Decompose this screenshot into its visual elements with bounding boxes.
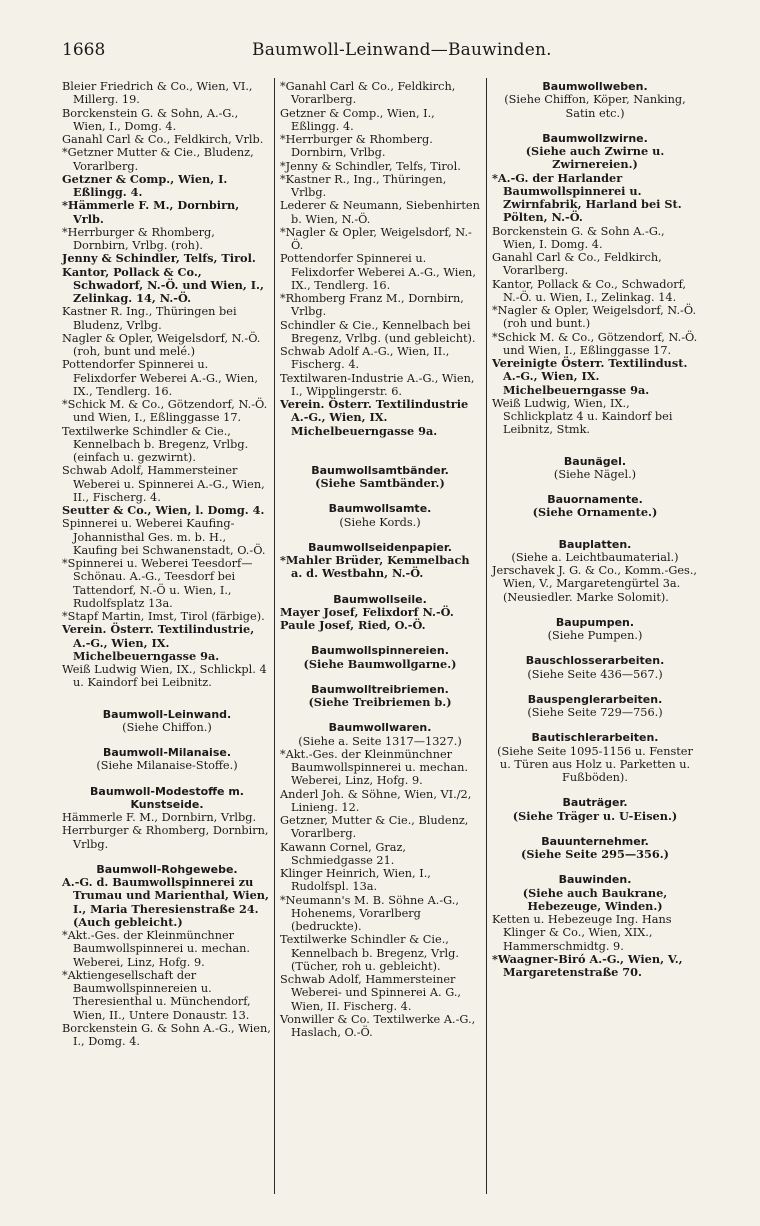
see-also: (Siehe Chiffon.) — [122, 720, 212, 734]
list-item: *Hämmerle F. M., Dornbirn, Vrlb. — [62, 198, 240, 226]
page-header — [62, 40, 702, 66]
list-item: Schwab Adolf A.-G., Wien, II., Fischerg. 4. — [280, 345, 450, 372]
list-item: *Aktiengesellschaft der Baumwollspinnereien u. Theresienthal u. Münchendorf, Wien, II., Untere Donaustr. 13. — [62, 968, 251, 1022]
list-item: Getzner & Comp., Wien, I., Eßlingg. 4. — [280, 106, 435, 133]
see-also: (Siehe Milanaise-Stoffe.) — [96, 759, 238, 773]
page-number: 1668 — [62, 40, 106, 60]
section-heading: Baumwollweben. — [542, 80, 648, 93]
list-item: *Herrburger & Rhomberg. Dornbirn, Vrlbg. — [280, 133, 433, 160]
section-heading: Bauschlosserarbeiten. — [525, 654, 665, 668]
section-heading: Baumwollsamtbänder. — [311, 463, 449, 477]
list-item: *Kastner R., Ing., Thüringen, Vrlbg. — [280, 172, 447, 199]
column-2 — [280, 80, 480, 1039]
list-item: Textilwerke Schindler & Cie., Kennelbach b. Bregenz, Vrlg. (Tücher, roh u. gebleicht). — [280, 933, 459, 973]
see-also: (Siehe Nägel.) — [553, 467, 637, 481]
see-also: (Siehe Seite 295—356.) — [520, 847, 670, 861]
list-item: *Waagner-Biró A.-G., Wien, V., Margaretenstraße 70. — [492, 951, 683, 979]
list-item: Weiß Ludwig Wien, IX., Schlickpl. 4 u. Kaindorf bei Leibnitz. — [62, 663, 267, 690]
section-heading: Bauunternehmer. — [541, 834, 649, 848]
list-item: *A.-G. der Harlander Baumwollspinnerei u. Zwirnfabrik, Harland bei St. Pölten, N.-Ö. — [492, 170, 682, 225]
list-item: Paule Josef, Ried, O.-Ö. — [280, 618, 426, 632]
list-item: Schindler & Cie., Kennelbach bei Bregenz, Vrlbg. (und gebleicht). — [280, 318, 476, 345]
list-item: Borckenstein G. & Sohn A.-G., Wien, I., Domg. 4. — [62, 1021, 271, 1048]
list-item: Verein. Österr. Textilindustrie, A.-G., Wien, IX. Michelbeuerngasse 9a. — [62, 622, 255, 663]
list-item: Pottendorfer Spinnerei u. Felixdorfer Weberei A.-G., Wien, IX., Tendlerg. 16. — [62, 358, 258, 398]
list-item: Vereinigte Österr. Textilindust. A.-G., Wien, IX. Michelbeuerngasse 9a. — [492, 356, 688, 397]
see-also: (Siehe Seite 729—756.) — [527, 706, 663, 719]
see-also: (Siehe Pumpen.) — [547, 629, 643, 642]
list-item: *Herrburger & Rhomberg, Dornbirn, Vrlbg. (roh). — [62, 225, 215, 252]
list-item: *Spinnerei u. Weberei Teesdorf—Schönau. A.-G., Teesdorf bei Tattendorf, N.-Ö u. Wien, I., Rudolfsplatz 13a. — [62, 557, 253, 610]
section-heading: Bauspenglerarbeiten. — [527, 692, 663, 706]
section-heading: Bauträger. — [562, 796, 628, 810]
list-item: *Akt.-Ges. der Kleinmünchner Baumwollspinnerei u. mechan. Weberei, Linz, Hofg. 9. — [280, 747, 468, 788]
section-heading: Baumwollwaren. — [328, 721, 432, 735]
list-item: Borckenstein G. & Sohn A.-G., Wien, I. Domg. 4. — [492, 224, 665, 251]
list-item: Kawann Cornel, Graz, Schmiedgasse 21. — [280, 840, 407, 867]
list-item: Klinger Heinrich, Wien, I., Rudolfspl. 13a. — [280, 867, 431, 894]
list-item: *Schick M. & Co., Götzendorf, N.-Ö. und Wien, I., Eßlinggasse 17. — [62, 398, 268, 425]
list-item: *Neumann's M. B. Söhne A.-G., Hohenems, Vorarlberg (bedruckte). — [280, 893, 459, 933]
list-item: Getzner & Comp., Wien, I. Eßlingg. 4. — [62, 171, 228, 199]
see-also: (Siehe Chiffon, Köper, Nanking, Satin etc.) — [504, 93, 686, 120]
see-also: (Siehe Treibriemen b.) — [308, 695, 452, 709]
list-item: Verein. Österr. Textilindustrie A.-G., Wien, IX. Michelbeuerngasse 9a. — [280, 397, 469, 438]
list-item: *Ganahl Carl & Co., Feldkirch, Vorarlberg. — [280, 80, 456, 107]
column-3 — [492, 80, 698, 979]
list-item: *Nagler & Opler, Weigelsdorf, N.-Ö. (roh und bunt.) — [492, 304, 697, 331]
list-item: *Stapf Martin, Imst, Tirol (färbige). — [62, 610, 265, 623]
section-heading: Bauplatten. — [558, 537, 632, 551]
section-heading: Bautischlerarbeiten. — [531, 731, 659, 745]
list-item: Schwab Adolf, Hammersteiner Weberei- und Spinnerei A. G., Wien, II. Fischerg. 4. — [280, 973, 462, 1013]
list-item: Nagler & Opler, Weigelsdorf, N.-Ö. (roh, bunt und melé.) — [62, 331, 261, 358]
see-also: (Siehe Kords.) — [339, 515, 421, 529]
list-item: Kantor, Pollack & Co., Schwadorf, N.-Ö. u. Wien, I., Zelinkag. 14. — [492, 277, 687, 304]
list-item: Kantor, Pollack & Co., Schwadorf, N.-Ö. und Wien, I., Zelinkag. 14, N.-Ö. — [62, 264, 264, 305]
section-heading: Baumwollseidenpapier. — [308, 540, 452, 554]
section-heading: Baumwolltreibriemen. — [311, 682, 449, 696]
list-item: Weiß Ludwig, Wien, IX., Schlickplatz 4 u. Kaindorf bei Leibnitz, Stmk. — [492, 396, 673, 437]
see-also: (Siehe Träger u. U-Eisen.) — [512, 808, 678, 823]
section-heading: Baumwollzwirne. — [542, 131, 648, 145]
list-item: Jenny & Schindler, Telfs, Tirol. — [62, 251, 256, 266]
list-item: Ganahl Carl & Co., Feldkirch, Vrlb. — [62, 133, 264, 146]
list-item: Ketten u. Hebezeuge Ing. Hans Klinger & Co., Wien, XIX., Hammerschmidtg. 9. — [492, 913, 672, 953]
see-also: (Siehe auch Zwirne u. Zwirnereien.) — [525, 144, 665, 172]
list-item: Seutter & Co., Wien, l. Domg. 4. — [62, 503, 265, 517]
section-heading: Baumwoll-Rohgewebe. — [96, 862, 238, 876]
section-heading: Baumwollsamte. — [328, 502, 432, 516]
see-also: (Siehe auch Baukrane, Hebezeuge, Winden.) — [522, 885, 668, 913]
section-heading: Baumwoll-Milanaise. — [102, 746, 232, 759]
list-item: Borckenstein G. & Sohn, A.-G., Wien, I., Domg. 4. — [62, 106, 239, 133]
list-item: Hämmerle F. M., Dornbirn, Vrlbg. — [62, 811, 257, 824]
list-item: *Akt.-Ges. der Kleinmünchner Baumwollspinnerei u. mechan. Weberei, Linz, Hofg. 9. — [62, 929, 250, 969]
list-item: Vonwiller & Co. Textilwerke A.-G., Haslach, O.-Ö. — [280, 1012, 476, 1039]
column-1 — [62, 80, 272, 1048]
list-item: Anderl Joh. & Söhne, Wien, VI./2, Linieng. 12. — [280, 787, 472, 814]
see-also: (Siehe a. Seite 1317—1327.) — [298, 734, 462, 748]
running-title: Baumwoll-Leinwand—Bauwinden. — [252, 40, 552, 60]
see-also: (Siehe a. Leichtbaumaterial.) — [511, 550, 679, 564]
see-also: (Siehe Ornamente.) — [532, 505, 658, 520]
column-divider — [274, 78, 275, 1194]
section-heading: Bauwinden. — [558, 873, 632, 887]
list-item: Getzner, Mutter & Cie., Bludenz, Vorarlberg. — [280, 814, 469, 841]
list-item: *Mahler Brüder, Kemmelbach a. d. Westbahn, N.-Ö. — [280, 553, 470, 581]
list-item: Bleier Friedrich & Co., Wien, VI., Millerg. 19. — [62, 80, 253, 107]
column-divider — [486, 78, 487, 1194]
list-item: *Jenny & Schindler, Telfs, Tirol. — [280, 159, 461, 173]
list-item: Lederer & Neumann, Siebenhirten b. Wien, N.-Ö. — [280, 199, 480, 226]
see-also: (Siehe Seite 436—567.) — [527, 667, 663, 681]
list-item: Kastner R. Ing., Thüringen bei Bludenz, Vrlbg. — [62, 305, 237, 332]
list-item: Mayer Josef, Felixdorf N.-Ö. — [280, 604, 454, 619]
see-also: (Siehe Seite 1095-1156 u. Fenster u. Türen aus Holz u. Parketten u. Fußböden). — [497, 744, 693, 784]
list-item: Schwab Adolf, Hammersteiner Weberei u. Spinnerei A.-G., Wien, II., Fischerg. 4. — [62, 464, 265, 504]
list-item: Jerschavek J. G. & Co., Komm.-Ges., Wien, V., Margaretengürtel 3a. (Neusiedler. Marke Solomit). — [492, 564, 698, 604]
section-heading: Baupumpen. — [555, 615, 635, 629]
section-heading: Baunägel. — [563, 454, 627, 468]
see-also: (Siehe Samtbänder.) — [315, 476, 445, 490]
list-item: Pottendorfer Spinnerei u. Felixdorfer Weberei A.-G., Wien, IX., Tendlerg. 16. — [280, 252, 476, 292]
list-item: Ganahl Carl & Co., Feldkirch, Vorarlberg. — [492, 251, 662, 278]
section-heading: Baumwoll-Modestoffe m. Kunstseide. — [90, 784, 244, 811]
list-item: Herrburger & Rhomberg, Dornbirn, Vrlbg. — [62, 824, 269, 851]
list-item: Textilwerke Schindler & Cie., Kennelbach b. Bregenz, Vrlbg. (einfach u. gezwirnt). — [62, 424, 249, 464]
list-item: Spinnerei u. Weberei Kaufing-Johannisthal Ges. m. b. H., Kaufing bei Schwanenstadt, O.-Ö. — [62, 517, 266, 557]
list-item: Textilwaren-Industrie A.-G., Wien, I., Wipplingerstr. 6. — [280, 371, 475, 398]
section-heading: Baumwoll-Leinwand. — [102, 707, 232, 721]
section-heading: Baumwollspinnereien. — [311, 644, 449, 658]
section-heading: Bauornamente. — [547, 493, 643, 506]
see-also: (Siehe Baumwollgarne.) — [303, 656, 457, 671]
list-item: A.-G. d. Baumwollspinnerei zu Trumau und Marienthal, Wien, I., Maria Theresienstraße 24. (Auch gebleicht.) — [62, 875, 269, 929]
list-item: *Schick M. & Co., Götzendorf, N.-Ö. und Wien, I., Eßlinggasse 17. — [492, 330, 698, 357]
section-heading: Baumwollseile. — [333, 592, 427, 606]
list-item: *Nagler & Opler, Weigelsdorf, N.-Ö. — [280, 225, 472, 252]
list-item: *Rhomberg Franz M., Dornbirn, Vrlbg. — [280, 292, 464, 319]
list-item: *Getzner Mutter & Cie., Bludenz, Vorarlberg. — [62, 146, 254, 173]
